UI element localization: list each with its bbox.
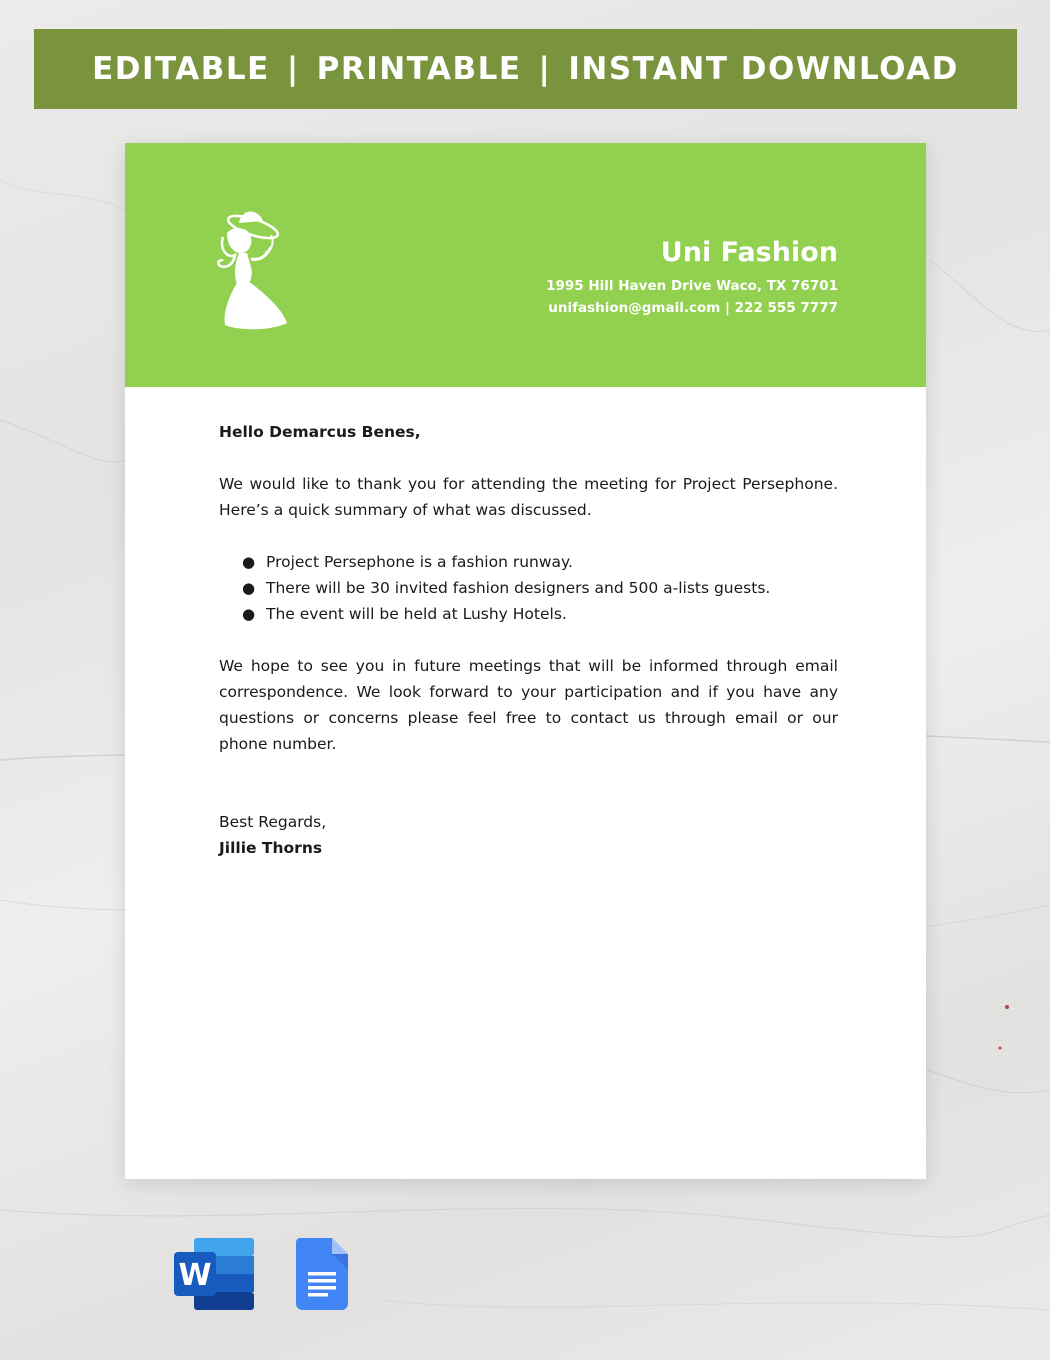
letter-sign-off: Best Regards,: [219, 813, 327, 831]
letter-body: [219, 419, 838, 861]
banner-item-printable: PRINTABLE: [316, 51, 522, 87]
letter-page: [125, 143, 926, 1179]
list-item: [242, 575, 838, 601]
banner-separator: |: [538, 51, 552, 87]
fashion-woman-logo-icon: [213, 207, 293, 331]
google-docs-icon[interactable]: [296, 1238, 348, 1310]
list-item: [242, 549, 838, 575]
company-contact: unifashion@gmail.com | 222 555 7777: [548, 300, 838, 317]
promo-banner: [34, 29, 1017, 109]
list-item-text: The event will be held at Lushy Hotels.: [266, 605, 567, 623]
word-letter: W: [178, 1258, 212, 1293]
list-item-text: Project Persephone is a fashion runway.: [266, 553, 573, 571]
list-item: [242, 601, 838, 627]
bullet-icon: ●: [242, 605, 256, 623]
letter-closing-paragraph: We hope to see you in future meetings that will be informed through email correspondence. We look forward to your participation and if you have any questions or concerns please feel free to contact us through email or our phone number.: [219, 657, 838, 753]
list-item-text: There will be 30 invited fashion designers and 500 a-lists guests.: [266, 579, 771, 597]
company-info: [546, 237, 838, 319]
letter-greeting: Hello Demarcus Benes,: [219, 423, 421, 441]
bullet-icon: ●: [242, 579, 256, 597]
letter-intro-paragraph: We would like to thank you for attending the meeting for Project Persephone. Here’s a quick summary of what was discussed.: [219, 475, 838, 519]
letterhead-header: [125, 143, 926, 387]
microsoft-word-icon[interactable]: [174, 1238, 254, 1310]
bullet-icon: ●: [242, 553, 256, 571]
letter-signature: Jillie Thorns: [219, 839, 323, 857]
banner-item-editable: EDITABLE: [92, 51, 270, 87]
banner-item-instant-download: INSTANT DOWNLOAD: [568, 51, 959, 87]
summary-bullet-list: [219, 549, 838, 627]
company-address: 1995 Hill Haven Drive Waco, TX 76701: [546, 278, 838, 295]
banner-separator: |: [286, 51, 300, 87]
company-name: Uni Fashion: [660, 237, 838, 268]
